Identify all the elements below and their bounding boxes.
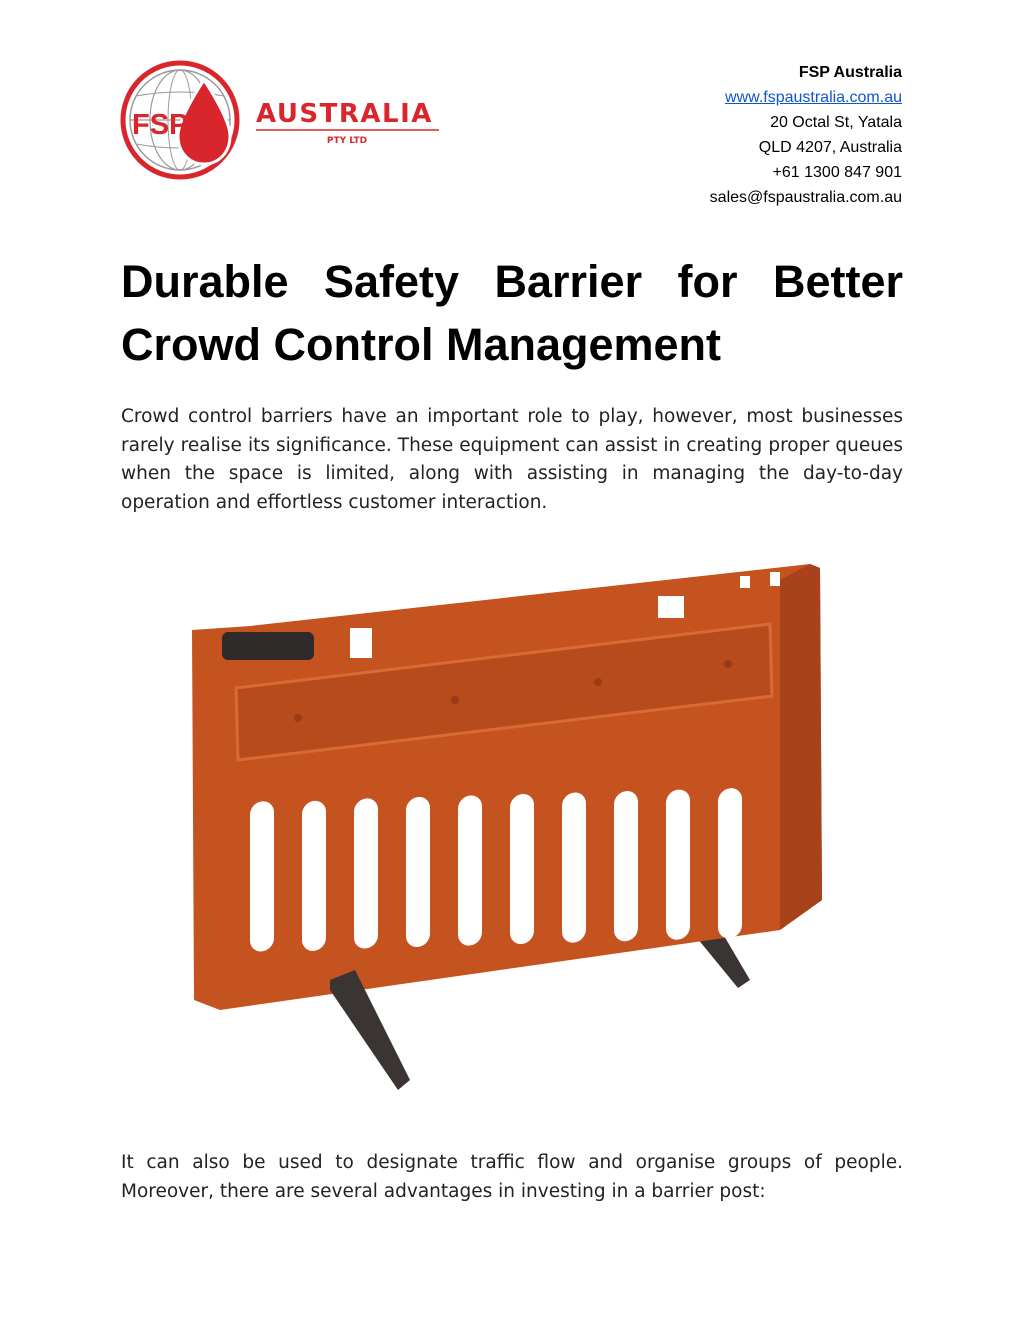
contact-block [710,60,902,210]
title-line-1: Durable Safety Barrier for Better [121,256,903,307]
safety-barrier-image [180,560,830,1100]
address-line-1: 20 Octal St, Yatala [770,114,902,131]
intro-paragraph: Crowd control barriers have an important role to play, however, most businesses rarely realise its significance. These equipment can assist in creating proper queues when the space is limited, along with assisting in managing the day-to-day operation and effortless customer interaction. [121,406,903,513]
logo-mark-text: FSP [132,109,189,141]
email-address: sales@fspaustralia.com.au [709,189,902,206]
phone-number: +61 1300 847 901 [772,164,902,181]
advantages-paragraph: It can also be used to designate traffic flow and organise groups of people. Moreover, there are several advantages in investing in a barrier post: [121,1152,903,1202]
article-title [121,250,903,376]
website-link[interactable]: www.fspaustralia.com.au [725,89,902,106]
company-name: FSP Australia [798,64,902,81]
logo-word: AUSTRALIA [256,99,433,129]
logo-sub: PTY LTD [326,136,368,146]
title-line-2: Crowd Control Management [121,319,722,370]
fsp-australia-logo [118,58,448,183]
address-line-2: QLD 4207, Australia [758,139,902,156]
